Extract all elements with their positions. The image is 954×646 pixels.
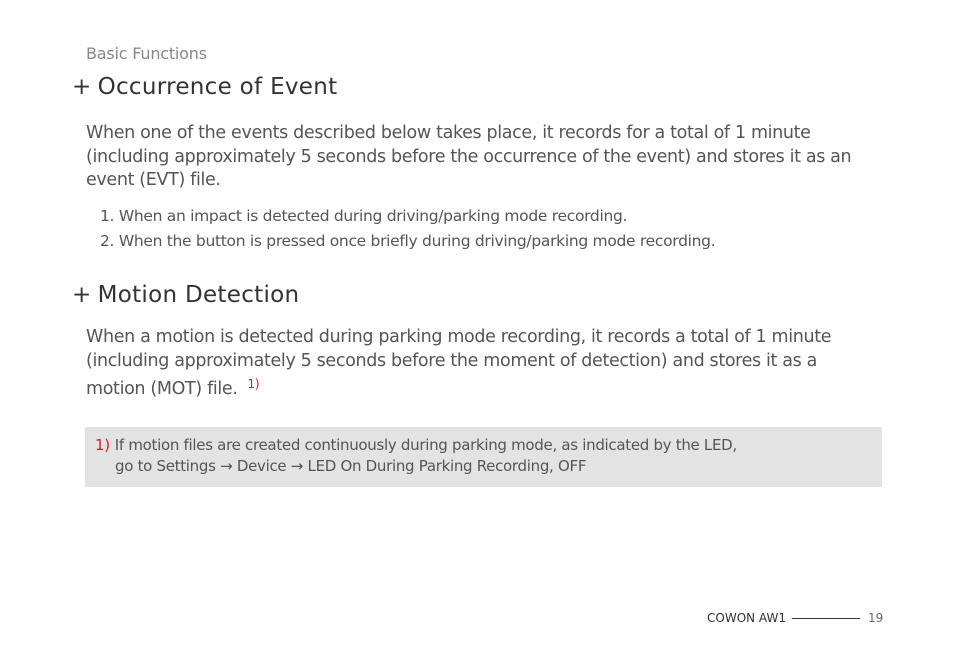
page-number: 19 [867,611,884,625]
event-heading [72,74,337,100]
motion-description [86,326,866,402]
event-heading-title: Occurrence of Event [97,74,338,100]
event-list [100,204,715,254]
note-box [85,427,882,487]
plus-icon: + [72,74,92,100]
event-description: When one of the events described below takes place, it records for a total of 1 minute (including approximately 5 seconds before the occurrence of the event) and stores it as an event (EVT) file. [86,123,852,190]
section-label: Basic Functions [86,44,207,63]
motion-heading-title: Motion Detection [97,282,300,308]
note-text [95,435,737,477]
list-item: 2. When the button is pressed once briefly during driving/parking mode recording. [100,232,716,250]
plus-icon: + [72,282,92,308]
footnote-reference: 1) [247,377,260,391]
motion-description-text: When a motion is detected during parking mode recording, it records a total of 1 minute (including approximately 5 seconds before the moment of detection) and stores it as a motion (MOT) file. [86,327,832,399]
list-item: 1. When an impact is detected during driving/parking mode recording. [100,207,628,225]
page-footer [707,611,883,625]
footer-product: COWON AW1 [707,611,786,625]
footer-divider [792,618,860,619]
note-line-1-text: If motion files are created continuously during parking mode, as indicated by the LED, [114,436,737,454]
note-number: 1) [95,436,110,454]
note-line-2: go to Settings → Device → LED On During Parking Recording, OFF [115,457,587,475]
note-line-1 [95,435,737,456]
motion-heading [72,282,299,308]
